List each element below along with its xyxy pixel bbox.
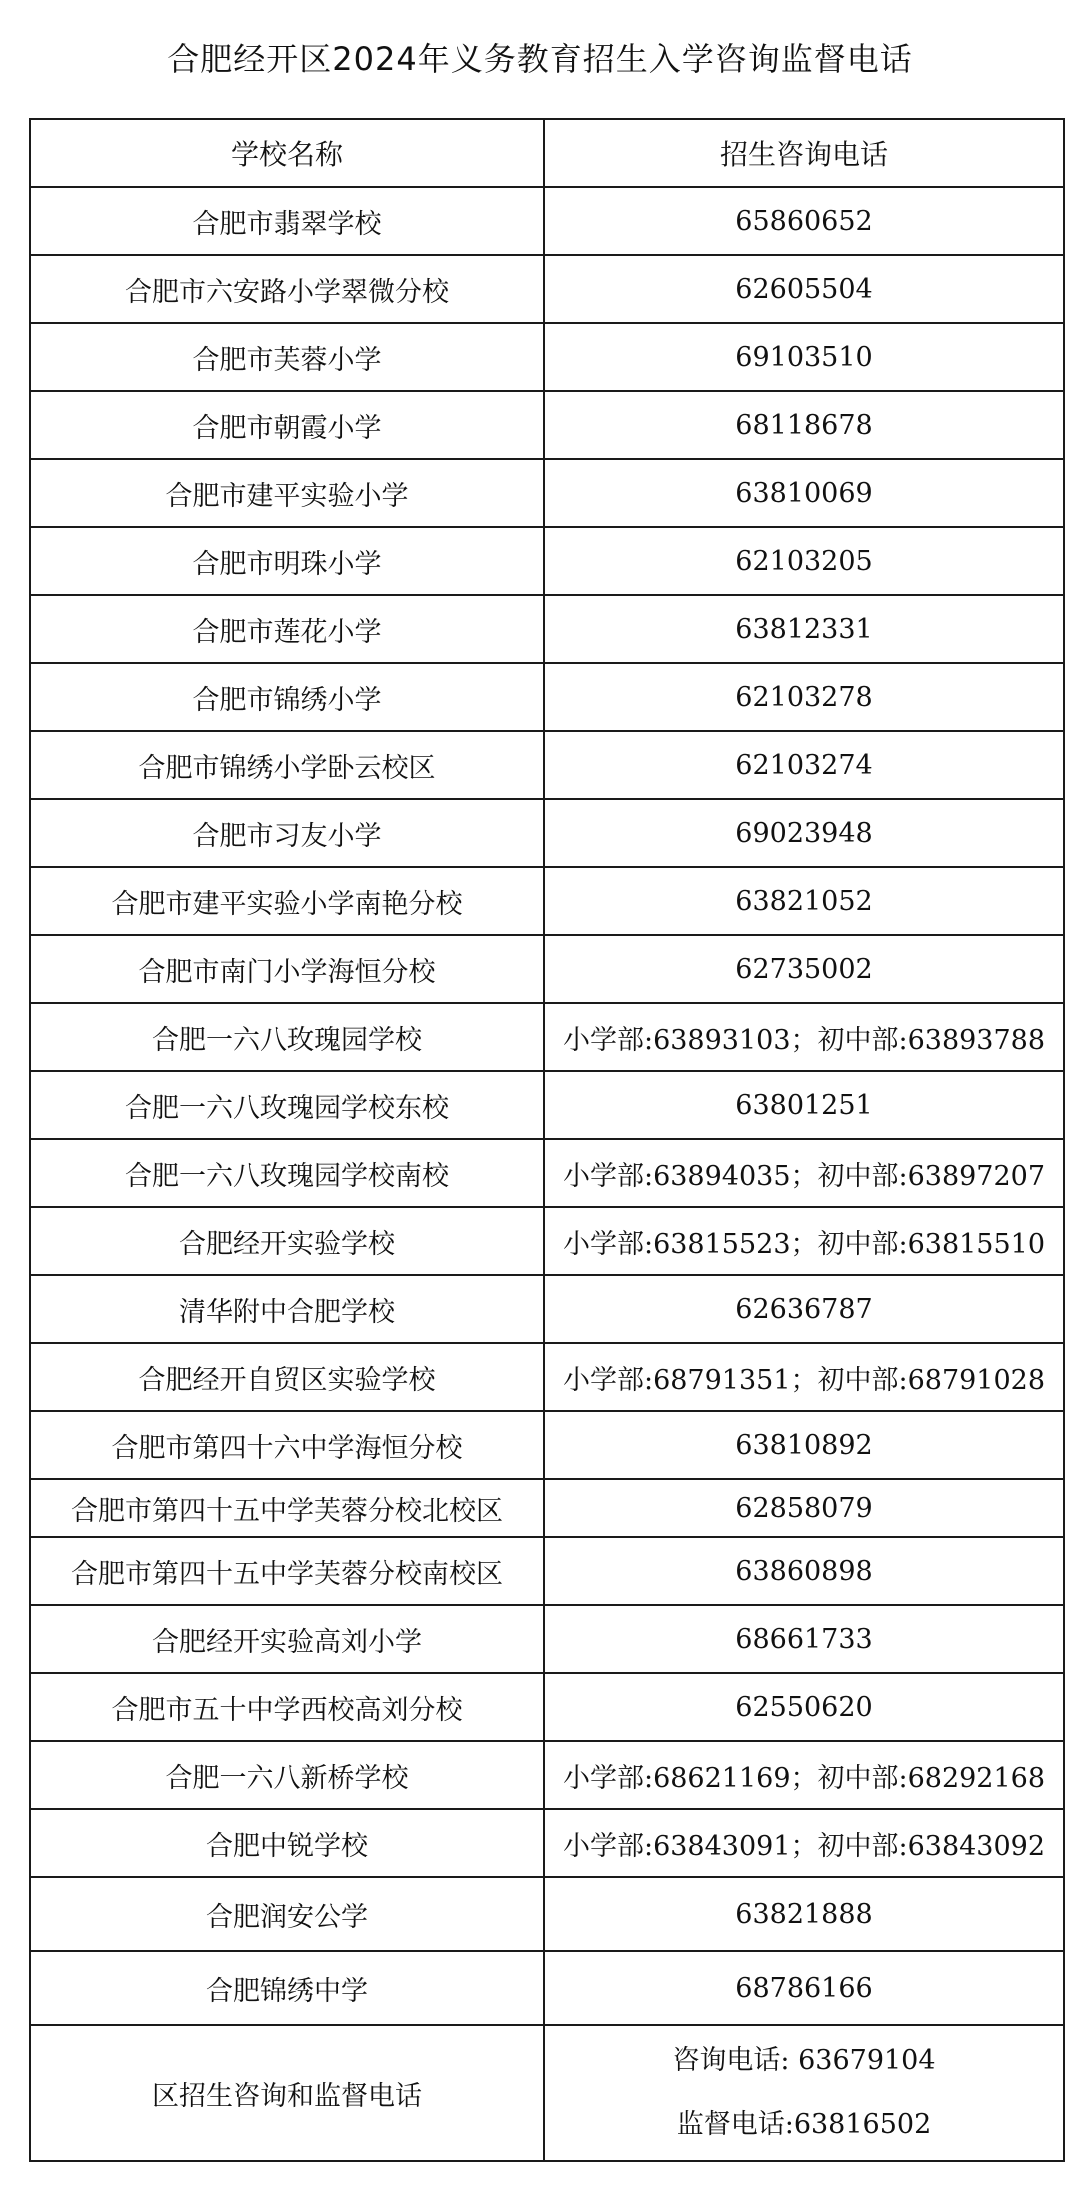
phone-cell: 62605504: [544, 255, 1064, 323]
school-name-cell: 合肥市第四十五中学芙蓉分校北校区: [30, 1479, 544, 1537]
phone-cell: 62636787: [544, 1275, 1064, 1343]
phone-cell: 小学部:63894035；初中部:63897207: [544, 1139, 1064, 1207]
phone-cell: 69103510: [544, 323, 1064, 391]
phone-cell: 小学部:63893103；初中部:63893788: [544, 1003, 1064, 1071]
header-school-name: 学校名称: [30, 119, 544, 187]
phone-cell: 小学部:68791351；初中部:68791028: [544, 1343, 1064, 1411]
phone-cell: 63810892: [544, 1411, 1064, 1479]
phone-cell: 62103205: [544, 527, 1064, 595]
school-name-cell: 合肥市习友小学: [30, 799, 544, 867]
table-row: [30, 1411, 1064, 1479]
school-name-cell: 合肥经开自贸区实验学校: [30, 1343, 544, 1411]
school-name-cell: 合肥市建平实验小学南艳分校: [30, 867, 544, 935]
school-name-cell: 合肥市莲花小学: [30, 595, 544, 663]
table-row: [30, 255, 1064, 323]
table-row: [30, 1877, 1064, 1951]
phone-cell: 68786166: [544, 1951, 1064, 2025]
table-row: [30, 1275, 1064, 1343]
summary-phone-cell: [544, 2025, 1064, 2161]
table-row: [30, 1139, 1064, 1207]
phone-cell: 65860652: [544, 187, 1064, 255]
phone-cell: 69023948: [544, 799, 1064, 867]
table-row: [30, 935, 1064, 1003]
table-row: [30, 731, 1064, 799]
table-row: [30, 1605, 1064, 1673]
phone-cell: 62550620: [544, 1673, 1064, 1741]
table-row: [30, 1071, 1064, 1139]
phone-cell: 小学部:63815523；初中部:63815510: [544, 1207, 1064, 1275]
school-name-cell: 合肥市建平实验小学: [30, 459, 544, 527]
phone-cell: 63812331: [544, 595, 1064, 663]
school-name-cell: 合肥市翡翠学校: [30, 187, 544, 255]
phone-table: [29, 118, 1065, 2162]
phone-cell: 68118678: [544, 391, 1064, 459]
table-header-row: [30, 119, 1064, 187]
school-name-cell: 合肥市锦绣小学: [30, 663, 544, 731]
phone-cell: 63860898: [544, 1537, 1064, 1605]
school-name-cell: 合肥一六八玫瑰园学校东校: [30, 1071, 544, 1139]
school-name-cell: 合肥市六安路小学翠微分校: [30, 255, 544, 323]
school-name-cell: 合肥中锐学校: [30, 1809, 544, 1877]
school-name-cell: 合肥市五十中学西校高刘分校: [30, 1673, 544, 1741]
school-name-cell: 合肥市第四十五中学芙蓉分校南校区: [30, 1537, 544, 1605]
school-name-cell: 合肥一六八新桥学校: [30, 1741, 544, 1809]
school-name-cell: 合肥一六八玫瑰园学校南校: [30, 1139, 544, 1207]
phone-cell: 63821052: [544, 867, 1064, 935]
table-row: [30, 1537, 1064, 1605]
table-row: [30, 1673, 1064, 1741]
school-name-cell: 合肥市芙蓉小学: [30, 323, 544, 391]
school-name-cell: 合肥市锦绣小学卧云校区: [30, 731, 544, 799]
phone-cell: 小学部:68621169；初中部:68292168: [544, 1741, 1064, 1809]
summary-label-cell: 区招生咨询和监督电话: [30, 2025, 544, 2161]
school-name-cell: 合肥市南门小学海恒分校: [30, 935, 544, 1003]
table-row: [30, 459, 1064, 527]
table-body: [30, 119, 1064, 2161]
school-name-cell: 合肥经开实验学校: [30, 1207, 544, 1275]
supervise-phone: 监督电话:63816502: [676, 2109, 932, 2140]
school-name-cell: 清华附中合肥学校: [30, 1275, 544, 1343]
school-name-cell: 合肥经开实验高刘小学: [30, 1605, 544, 1673]
phone-cell: 62858079: [544, 1479, 1064, 1537]
table-row: [30, 391, 1064, 459]
phone-cell: 62735002: [544, 935, 1064, 1003]
table-row: [30, 187, 1064, 255]
school-name-cell: 合肥一六八玫瑰园学校: [30, 1003, 544, 1071]
summary-row: [30, 2025, 1064, 2161]
consult-phone: 咨询电话: 63679104: [672, 2045, 936, 2076]
school-name-cell: 合肥市明珠小学: [30, 527, 544, 595]
table-row: [30, 527, 1064, 595]
phone-cell: 63801251: [544, 1071, 1064, 1139]
phone-cell: 63810069: [544, 459, 1064, 527]
school-name-cell: 合肥市第四十六中学海恒分校: [30, 1411, 544, 1479]
phone-cell: 小学部:63843091；初中部:63843092: [544, 1809, 1064, 1877]
phone-cell: 62103274: [544, 731, 1064, 799]
table-row: [30, 1003, 1064, 1071]
school-name-cell: 合肥锦绣中学: [30, 1951, 544, 2025]
table-row: [30, 799, 1064, 867]
table-row: [30, 1343, 1064, 1411]
table-row: [30, 867, 1064, 935]
table-row: [30, 323, 1064, 391]
header-phone: 招生咨询电话: [544, 119, 1064, 187]
table-row: [30, 1951, 1064, 2025]
table-row: [30, 1809, 1064, 1877]
table-row: [30, 595, 1064, 663]
phone-cell: 62103278: [544, 663, 1064, 731]
school-name-cell: 合肥润安公学: [30, 1877, 544, 1951]
table-row: [30, 663, 1064, 731]
table-row: [30, 1479, 1064, 1537]
table-row: [30, 1741, 1064, 1809]
phone-cell: 63821888: [544, 1877, 1064, 1951]
table-row: [30, 1207, 1064, 1275]
page-title: 合肥经开区2024年义务教育招生入学咨询监督电话: [167, 40, 913, 78]
school-name-cell: 合肥市朝霞小学: [30, 391, 544, 459]
phone-cell: 68661733: [544, 1605, 1064, 1673]
